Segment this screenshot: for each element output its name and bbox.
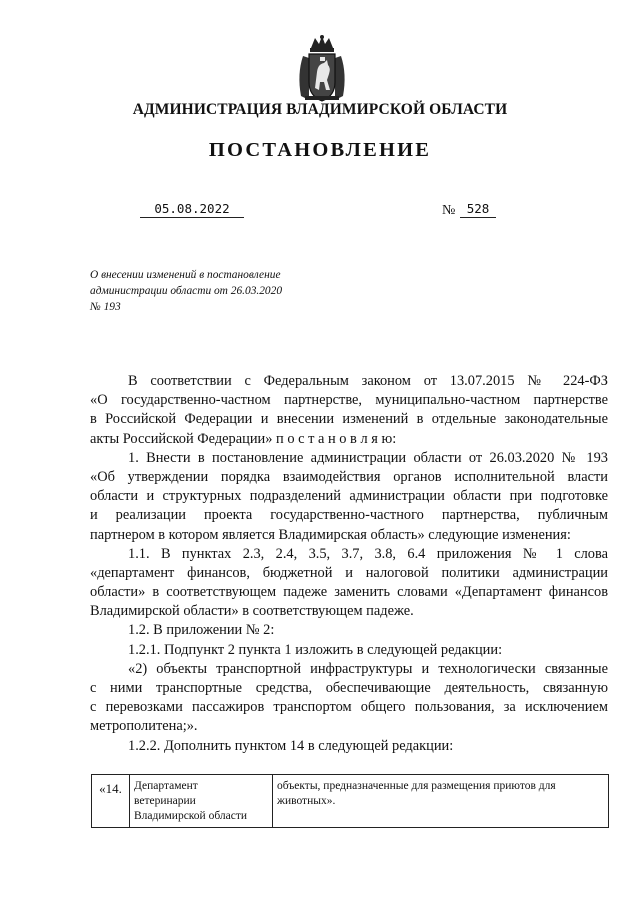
department-line: Владимирской области: [134, 810, 248, 822]
document-type-title: ПОСТАНОВЛЕНИЕ: [208, 139, 432, 161]
document-number: 528: [460, 201, 496, 218]
body-line: в Российской Федерации и внесении изменений в отдельные законодательные: [90, 411, 608, 428]
table-cell-number: «14.: [92, 775, 130, 828]
body-line: акты Российской Федерации» п о с т а н о в л я ю:: [90, 430, 397, 447]
body-line: 1. Внести в постановление администрации области от 26.03.2020 № 193: [128, 449, 608, 466]
coat-of-arms-icon: [291, 34, 353, 104]
body-line: Владимирской области» в соответствующем падеже.: [90, 603, 414, 620]
body-line: «Об утверждении порядка взаимодействия органов исполнительной власти: [90, 468, 608, 485]
body-line: «2) объекты транспортной инфраструктуры и технологически связанные: [128, 660, 608, 677]
objects-line: объекты, предназначенные для размещения приютов для: [277, 780, 556, 792]
organization-title: АДМИНИСТРАЦИЯ ВЛАДИМИРСКОЙ ОБЛАСТИ: [132, 101, 508, 118]
body-line: 1.1. В пунктах 2.3, 2.4, 3.5, 3.7, 3.8, 6.4 приложения № 1 слова: [128, 545, 608, 562]
subject-line: № 193: [90, 301, 121, 313]
body-line: В соответствии с Федеральным законом от 13.07.2015 № 224-ФЗ: [128, 373, 608, 389]
body-line: партнером в котором является Владимирская область» следующие изменения:: [90, 526, 571, 543]
number-label: №: [442, 203, 456, 218]
body-line: 1.2.2. Дополнить пунктом 14 в следующей редакции:: [128, 737, 454, 754]
body-line: 1.2. В приложении № 2:: [128, 622, 275, 639]
subject-line: О внесении изменений в постановление: [90, 269, 281, 281]
department-line: Департамент: [134, 780, 198, 792]
amendment-table: [91, 774, 609, 828]
body-line: метрополитена;».: [90, 718, 198, 735]
document-subject: [90, 267, 350, 315]
body-line: 1.2.1. Подпункт 2 пункта 1 изложить в следующей редакции:: [128, 641, 503, 658]
body-line: области и структурных подразделений администрации области при подготовке: [90, 488, 608, 505]
body-line: с ними транспортные средства, обеспечивающие деятельность, связанную: [90, 680, 608, 696]
table-cell-department: [130, 775, 273, 828]
body-line: «О государственно-частном партнерстве, муниципально-частном партнерстве: [90, 392, 608, 409]
body-line: области» в соответствующем падеже заменить словами «Департамент финансов: [90, 584, 608, 601]
objects-line: животных».: [277, 795, 336, 807]
department-line: ветеринарии: [134, 795, 196, 807]
body-line: и реализации проекта государственно-частного партнерства, публичным: [90, 507, 608, 524]
document-body: [90, 372, 608, 756]
table-cell-objects: [273, 775, 608, 828]
body-line: с перевозками пассажиров транспортом общего пользования, за исключением: [90, 699, 608, 716]
subject-line: администрации области от 26.03.2020: [90, 285, 283, 297]
document-date: 05.08.2022: [140, 201, 244, 218]
body-line: «департамент финансов, бюджетной и налоговой политики администрации: [90, 564, 608, 581]
